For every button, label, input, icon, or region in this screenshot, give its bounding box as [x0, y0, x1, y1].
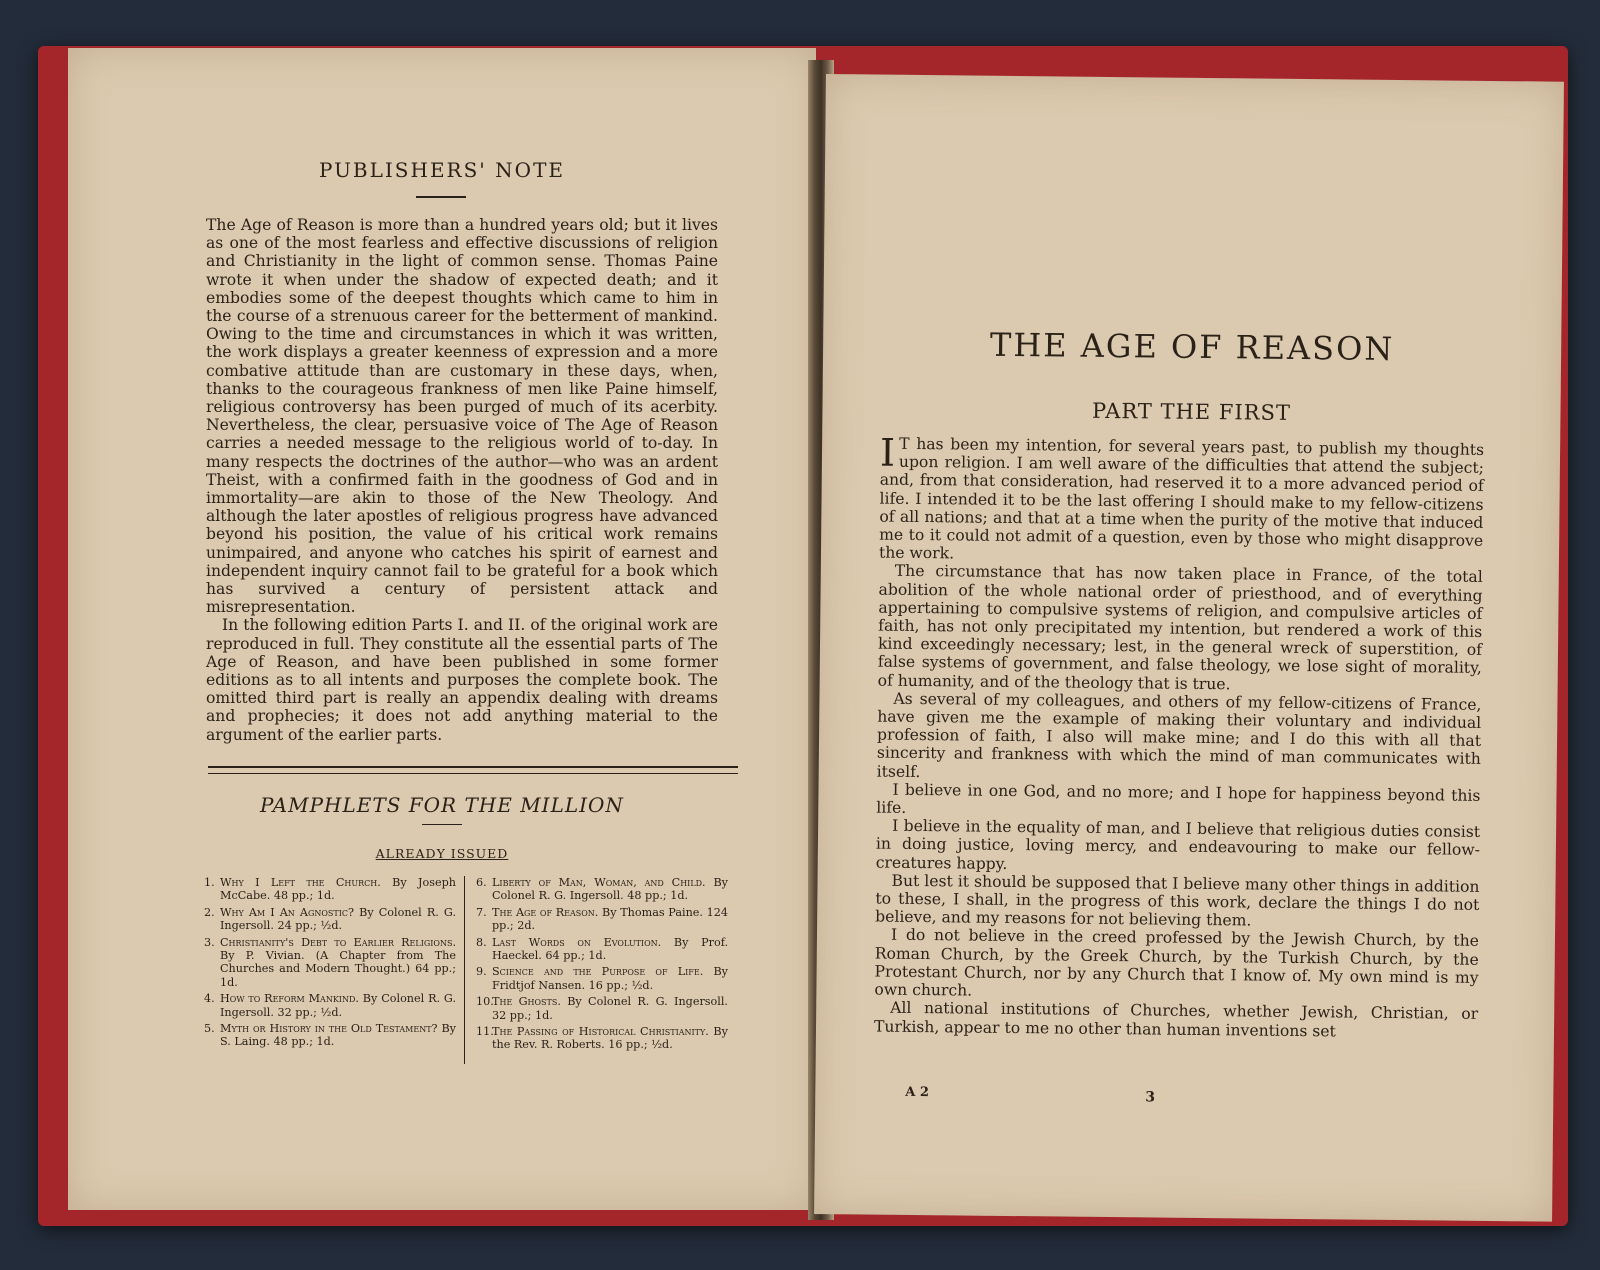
pamphlet-entry	[204, 936, 456, 990]
pamphlet-text	[492, 936, 728, 963]
pamphlet-text	[220, 1022, 456, 1049]
pamphlet-details: By Joseph McCabe. 48 pp.; 1d.	[220, 876, 456, 903]
pamphlet-details: By Thomas Paine. 124 pp.; 2d.	[492, 905, 728, 933]
pamphlet-entry	[476, 965, 728, 992]
pamphlet-list-left	[204, 876, 456, 1052]
pamphlets-title: PAMPHLETS FOR THE MILLION	[260, 793, 624, 817]
text-paragraph: I believe in one God, and no more; and I hope for happiness beyond this life.	[876, 780, 1481, 817]
right-page	[814, 74, 1564, 1222]
pamphlet-title: Liberty of Man, Woman, and Child.	[492, 876, 706, 889]
pamphlet-title: Myth or History in the Old Testament?	[220, 1022, 438, 1036]
pamphlet-text	[220, 906, 456, 933]
pamphlet-text	[492, 1025, 728, 1052]
pamphlet-number: 8.	[476, 935, 487, 949]
pamphlet-title: Why I Left the Church.	[220, 876, 381, 889]
pamphlet-number: 6.	[476, 876, 487, 889]
publishers-note-title: PUBLISHERS' NOTE	[318, 158, 566, 182]
drop-cap: I	[879, 430, 896, 475]
pamphlet-text	[492, 965, 728, 992]
pamphlet-title: Why Am I An Agnostic?	[220, 905, 355, 919]
pamphlet-entry	[476, 995, 728, 1022]
text-paragraph: T has been my intention, for several years past, to publish my thoughts upon religion. I am well aware of the difficulties that attend the subject; and, from that consideration, had reserved it to a more advanced period of life. I intended it to be the last offering I should make to my fellow-citizens of all nations; and that at a time when the purity of the motive that induced me to it could not admit of a question, even by those who might disapprove the work.	[878, 434, 1485, 563]
pamphlet-number: 9.	[476, 965, 487, 979]
pamphlet-number: 7.	[476, 905, 487, 919]
pamphlet-details: By Fridtjof Nansen. 16 pp.; ½d.	[492, 965, 728, 992]
pamphlet-details: By Prof. Haeckel. 64 pp.; 1d.	[492, 935, 728, 963]
pamphlet-number: 5.	[204, 1022, 215, 1036]
note-paragraph: In the following edition Parts I. and II. of the original work are reproduced in full. They constitute all the essential parts of The Age of Reason, and have been published in some former editions as to all intents and purposes the complete book. The omitted third part is really an appendix dealing with dreams and prophecies; it does not add anything material to the argument of the earlier parts.	[206, 616, 718, 744]
text-paragraph: As several of my colleagues, and others of my fellow-citizens of France, have given me the example of making their voluntary and individual profession of faith, I also will make mine; and I do this with all that sincerity and frankness with which the mind of man communicates with itself.	[876, 689, 1482, 781]
pamphlet-details: By the Rev. R. Roberts. 16 pp.; ½d.	[492, 1025, 728, 1052]
text-paragraph: I believe in the equality of man, and I believe that religious duties consist in doing justice, loving mercy, and endeavouring to make our fellow-creatures happy.	[875, 816, 1481, 873]
pamphlet-details: By Colonel R. G. Ingersoll. 48 pp.; 1d.	[492, 876, 728, 903]
text-paragraph: I do not believe in the creed professed by the Jewish Church, by the Roman Church, by the Greek Church, by the Turkish Church, by the Protestant Church, nor by any Church that I know of. My own mind is my own church.	[874, 926, 1480, 1000]
pamphlet-entry	[204, 1022, 456, 1049]
pamphlet-entry	[476, 906, 728, 933]
pamphlet-entry	[476, 936, 728, 963]
text-paragraph: But lest it should be supposed that I believe many other things in addition to these, I shall, in the progress of this work, declare the things I do not believe, and my reasons for not believing them.	[875, 871, 1480, 930]
section-divider	[208, 766, 738, 774]
pamphlet-entry	[204, 876, 456, 903]
pamphlet-number: 2.	[204, 905, 215, 919]
title-rule	[416, 196, 466, 198]
pamphlet-list-right	[476, 876, 728, 1055]
pamphlet-details: By Colonel R. G. Ingersoll. 32 pp.; 1d.	[492, 995, 728, 1022]
note-paragraph: The Age of Reason is more than a hundred years old; but it lives as one of the most fearless and effective discussions of religion and Christianity in the light of common sense. Thomas Paine wrote it when under the shadow of expected death; and it embodies some of the deepest thoughts which came to him in the course of a strenuous career for the betterment of mankind. Owing to the time and circumstances in which it was written, the work displays a greater keenness of expression and a more combative attitude than are customary in these days, when, thanks to the courageous frankness of men like Paine himself, religious controversy has been purged of much of its acerbity. Nevertheless, the clear, persuasive voice of The Age of Reason carries a needed message to the religious world of to-day. In many respects the doctrines of the author—who was an ardent Theist, with a confirmed faith in the goodness of God and in immortality—are akin to those of the New Theology. And although the later apostles of religious progress have advanced beyond his position, the value of his critical work remains unimpaired, and anyone who catches his spirit of earnest and independent inquiry cannot fail to be grateful for a book which has survived a century of persistent attack and misrepresentation.	[206, 216, 718, 617]
pamphlet-title: How to Reform Mankind.	[220, 992, 359, 1006]
pamphlet-entry	[476, 876, 728, 903]
book-title: THE AGE OF REASON	[989, 325, 1395, 368]
pamphlet-text	[492, 876, 728, 903]
page-number: 3	[1145, 1089, 1156, 1106]
pamphlet-details: By S. Laing. 48 pp.; 1d.	[220, 1022, 456, 1049]
pamphlets-rule	[422, 824, 462, 825]
pamphlet-title: The Passing of Historical Christianity.	[492, 1025, 709, 1039]
pamphlet-details: By Colonel R. G. Ingersoll. 24 pp.; ½d.	[220, 905, 457, 933]
pamphlet-entry	[204, 906, 456, 933]
pamphlet-entry	[204, 992, 456, 1019]
pamphlet-text	[220, 936, 456, 990]
pamphlet-number: 11.	[476, 1025, 494, 1039]
signature-mark: A 2	[905, 1084, 930, 1101]
column-divider	[464, 876, 465, 1064]
pamphlet-text	[492, 995, 728, 1022]
pamphlet-number: 10.	[476, 995, 494, 1009]
pamphlet-text	[492, 906, 728, 933]
pamphlet-text	[220, 876, 456, 903]
text-paragraph: The circumstance that has now taken place in France, of the total abolition of the whole national order of priesthood, and of everything appertaining to compulsive systems of religion, and compulsive articles of faith, has not only precipitated my intention, but rendered a work of this kind exceedingly necessary; lest, in the general wreck of superstition, of false systems of government, and false theology, we lose sight of morality, of humanity, and of the theology that is true.	[877, 562, 1483, 693]
part-title: PART THE FIRST	[1091, 398, 1292, 425]
publishers-note-text	[206, 216, 718, 744]
pamphlet-number: 1.	[204, 876, 215, 889]
pamphlet-title: The Age of Reason.	[492, 905, 599, 919]
already-issued-heading: ALREADY ISSUED	[375, 846, 509, 861]
left-page	[68, 48, 816, 1210]
pamphlet-entry	[476, 1025, 728, 1052]
text-paragraph: All national institutions of Churches, whether Jewish, Christian, or Turkish, appear to me no other than human inventions set	[873, 999, 1479, 1040]
pamphlet-details: By P. Vivian. (A Chapter from The Churches and Modern Thought.) 64 pp.; 1d.	[220, 949, 456, 989]
pamphlet-number: 4.	[204, 992, 215, 1006]
pamphlet-details: By Colonel R. G. Ingersoll. 32 pp.; ½d.	[220, 992, 456, 1019]
pamphlet-title: Science and the Purpose of Life.	[492, 965, 704, 979]
pamphlet-title: Last Words on Evolution.	[492, 935, 662, 949]
main-text	[873, 430, 1485, 1042]
pamphlet-number: 3.	[204, 935, 215, 949]
pamphlet-title: Christianity's Debt to Earlier Religions.	[220, 935, 456, 949]
pamphlet-text	[220, 992, 456, 1019]
pamphlet-title: The Ghosts.	[492, 995, 561, 1009]
